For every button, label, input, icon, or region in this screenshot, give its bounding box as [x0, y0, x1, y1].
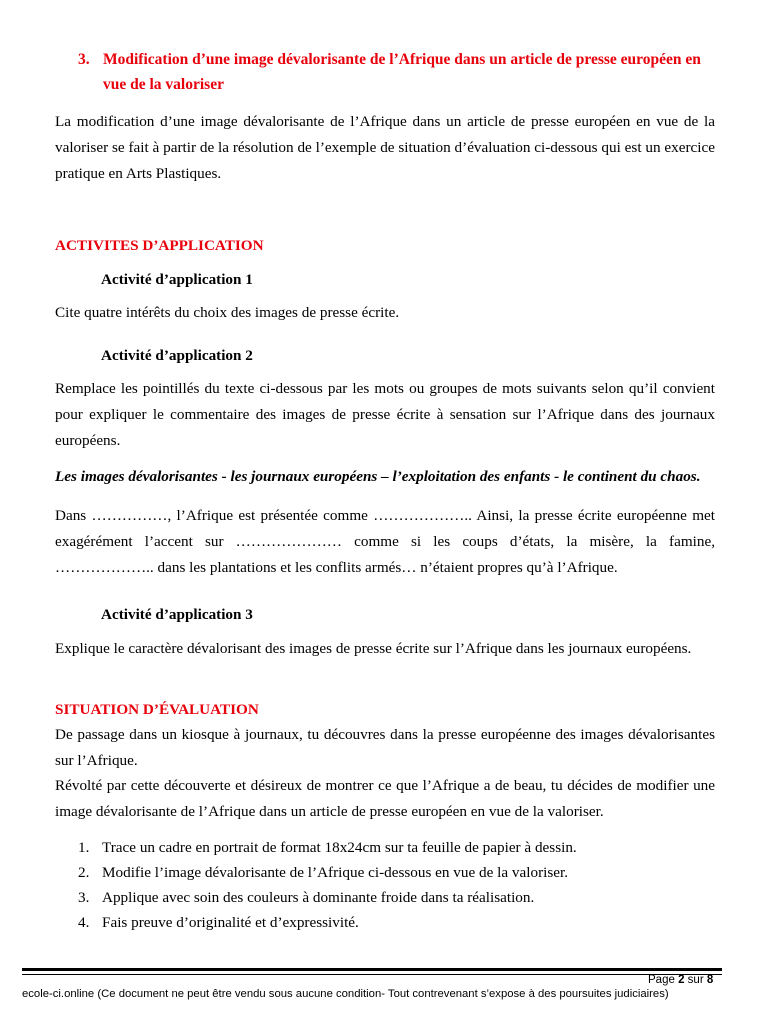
evaluation-paragraph-2: Révolté par cette découverte et désireux de montrer ce que l’Afrique a de beau, tu décides de modifier une image dévalorisante de l’Afrique dans un article de presse européen en vue de la valoriser.	[55, 777, 715, 820]
list-item	[78, 835, 718, 860]
activity-2-word-list: Les images dévalorisantes - les journaux européens – l’exploitation des enfants - le continent du chaos.	[55, 468, 701, 485]
activity-2-text: Remplace les pointillés du texte ci-dessous par les mots ou groupes de mots suivants selon qu’il convient pour expliquer le commentaire des images de presse écrite à sensation sur l’Afrique dans des journaux européens.	[55, 380, 715, 449]
list-item	[78, 885, 718, 910]
footer-divider-thin	[22, 974, 722, 975]
activity-2-fill-text: Dans ……………, l’Afrique est présentée comme ……………….. Ainsi, la presse écrite européenne met exagérément l’accent sur ………………… comme si les coups d’états, la misère, la famine, ……………….. dans les plantations et les conflits armés… n’étaient propres qu’à l’Afrique.	[55, 507, 715, 576]
list-item-number: 3.	[78, 889, 90, 906]
footer-divider-thick	[22, 968, 722, 971]
page-current: 2	[678, 974, 685, 986]
activity-2-title: Activité d’application 2	[101, 347, 253, 364]
list-item-number: 4.	[78, 914, 90, 931]
page-total: 8	[706, 974, 714, 986]
activity-3-title: Activité d’application 3	[101, 606, 253, 623]
intro-paragraph: La modification d’une image dévalorisante de l’Afrique dans un article de presse européen en vue de la valoriser se fait à partir de la résolution de l’exemple de situation d’évaluation ci-dessous qui est un exercice pratique en Arts Plastiques.	[55, 113, 715, 182]
evaluation-steps-list	[78, 835, 718, 935]
section-3-number: 3.	[78, 51, 90, 68]
list-item	[78, 910, 718, 935]
activity-3-text: Explique le caractère dévalorisant des images de presse écrite sur l’Afrique dans les journaux européens.	[55, 640, 692, 657]
activities-heading: ACTIVITES D’APPLICATION	[55, 237, 264, 254]
list-item-text: Modifie l’image dévalorisante de l’Afrique ci-dessous en vue de la valoriser.	[102, 864, 569, 881]
evaluation-heading: SITUATION D’ÉVALUATION	[55, 701, 259, 718]
list-item	[78, 860, 718, 885]
section-3-heading	[78, 47, 718, 97]
activity-1-text: Cite quatre intérêts du choix des images de presse écrite.	[55, 304, 400, 321]
section-3-title: Modification d’une image dévalorisante de l’Afrique dans un article de presse européen en vue de la valoriser	[103, 51, 701, 93]
activity-1-title: Activité d’application 1	[101, 271, 253, 288]
list-item-text: Applique avec soin des couleurs à dominante froide dans ta réalisation.	[102, 889, 535, 906]
page-label: Page	[648, 974, 675, 986]
list-item-text: Trace un cadre en portrait de format 18x24cm sur ta feuille de papier à dessin.	[102, 839, 577, 856]
page-number	[648, 974, 713, 986]
list-item-number: 2.	[78, 864, 90, 881]
list-item-number: 1.	[78, 839, 90, 856]
footer-notice: ecole-ci.online (Ce document ne peut être vendu sous aucune condition- Tout contrevenant s’expose à des poursuites judiciaires)	[22, 988, 669, 1000]
page-sep: sur	[687, 974, 704, 986]
list-item-text: Fais preuve d’originalité et d’expressivité.	[102, 914, 359, 931]
evaluation-paragraph-1: De passage dans un kiosque à journaux, tu découvres dans la presse européenne des images dévalorisantes sur l’Afrique.	[55, 726, 715, 769]
